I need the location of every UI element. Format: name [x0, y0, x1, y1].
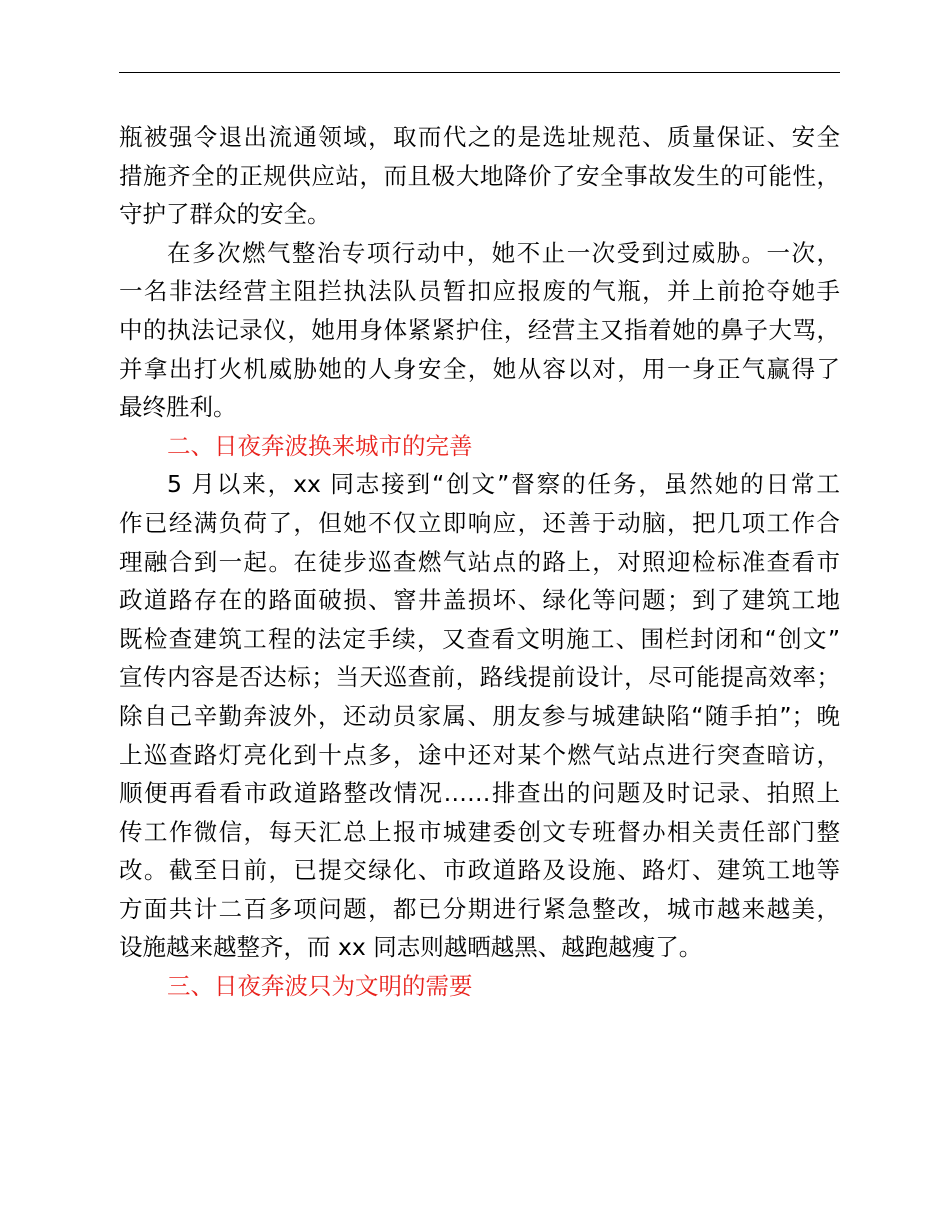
text-line: 最终胜利。 — [119, 393, 237, 422]
text-line: 上巡查路灯亮化到十点多，途中还对某个燃气站点进行突查暗访， — [119, 740, 840, 769]
paragraph-3 — [119, 465, 840, 967]
text-line: 方面共计二百多项问题，都已分期进行紧急整改，城市越来越美， — [119, 894, 840, 923]
section-heading-3: 三、日夜奔波只为文明的需要 — [167, 972, 473, 1001]
text-line: 既检查建筑工程的法定手续，又查看文明施工、围栏封闭和“创文” — [119, 624, 840, 653]
text-line: 理融合到一起。在徒步巡查燃气站点的路上，对照迎检标准查看市 — [119, 547, 840, 576]
text-line: 顺便再看看市政道路整改情况……排查出的问题及时记录、拍照上 — [119, 779, 840, 808]
text-line: 宣传内容是否达标；当天巡查前，路线提前设计，尽可能提高效率； — [119, 663, 840, 692]
header-rule — [119, 72, 840, 73]
text-line: 5 月以来，xx 同志接到“创文”督察的任务，虽然她的日常工 — [167, 470, 840, 499]
text-line: 并拿出打火机威胁她的人身安全，她从容以对，用一身正气赢得了 — [119, 354, 840, 383]
text-line: 在多次燃气整治专项行动中，她不止一次受到过威胁。一次， — [167, 238, 840, 267]
text-line: 政道路存在的路面破损、窨井盖损坏、绿化等问题；到了建筑工地 — [119, 586, 840, 615]
text-line: 中的执法记录仪，她用身体紧紧护住，经营主又指着她的鼻子大骂， — [119, 315, 840, 344]
text-line: 改。截至日前，已提交绿化、市政道路及设施、路灯、建筑工地等 — [119, 856, 840, 885]
paragraph-1 — [119, 118, 840, 234]
text-line: 除自己辛勤奔波外，还动员家属、朋友参与城建缺陷“随手拍”；晚 — [119, 701, 840, 730]
text-line: 传工作微信，每天汇总上报市城建委创文专班督办相关责任部门整 — [119, 817, 840, 846]
text-line: 作已经满负荷了，但她不仅立即响应，还善于动脑，把几项工作合 — [119, 508, 840, 537]
text-line: 守护了群众的安全。 — [119, 200, 331, 229]
paragraph-2 — [119, 234, 840, 427]
text-line: 设施越来越整齐，而 xx 同志则越晒越黑、越跑越瘦了。 — [119, 933, 703, 962]
section-heading-2: 二、日夜奔波换来城市的完善 — [167, 431, 473, 460]
document-body — [119, 118, 840, 1006]
text-line: 瓶被强令退出流通领域，取而代之的是选址规范、质量保证、安全 — [119, 123, 840, 151]
text-line: 一名非法经营主阻拦执法队员暂扣应报废的气瓶，并上前抢夺她手 — [119, 277, 840, 306]
text-line: 措施齐全的正规供应站，而且极大地降价了安全事故发生的可能性， — [119, 161, 840, 190]
